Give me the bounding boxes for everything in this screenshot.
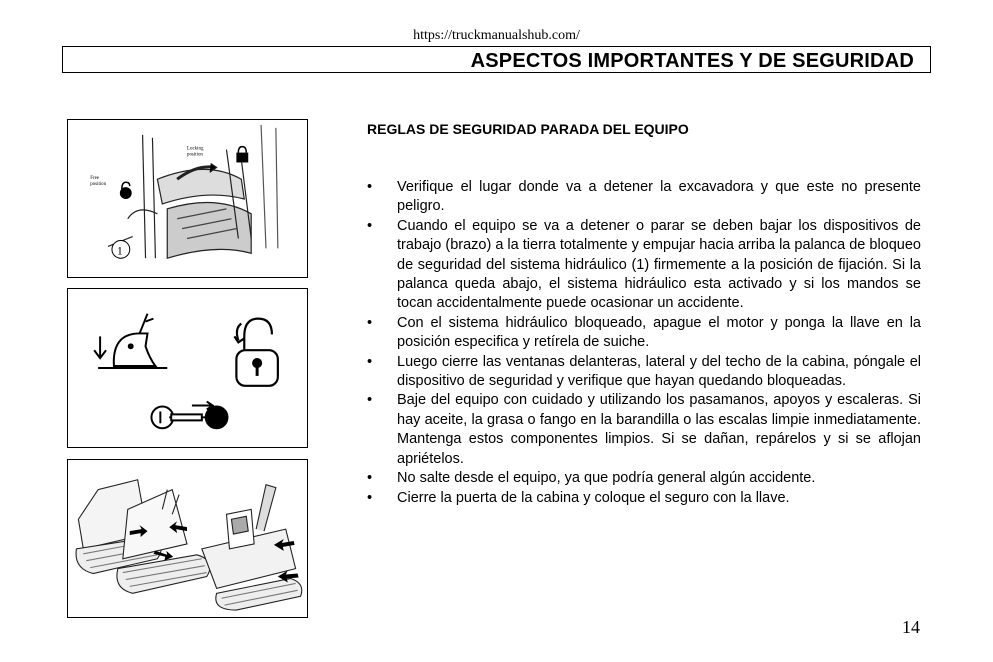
rule-item: • Luego cierre las ventanas delanteras, lateral y del techo de la cabina, póngale el dispositivo de seguridad y verifique que hayan quedando bloqueadas. [367,353,921,392]
rule-item: • Verifique el lugar donde va a detener la excavadora y que este no presente peligro. [367,178,921,217]
rule-item: • No salte desde el equipo, ya que podría general algún accidente. [367,469,921,488]
section-title: REGLAS DE SEGURIDAD PARADA DEL EQUIPO [367,121,689,137]
source-url: https://truckmanualshub.com/ [413,28,580,43]
rule-item: • Cuando el equipo se va a detener o parar se deben bajar los dispositivos de trabajo (brazo) a la tierra totalmente y empujar hacia arriba la palanca de bloqueo de seguridad del sistema hidráulico (1) firmemente a la posición de fijación. Si la palanca queda abajo, el sistema hidráulico esta activado y si los mandos se tocan accidentalmente puede ocasionar un accidente. [367,217,921,314]
label-locking: Locking [187,146,204,152]
label-free-position: position [90,182,107,188]
shutdown-steps-illustration [67,288,308,448]
rule-item: • Baje del equipo con cuidado y utilizando los pasamanos, apoyos y escaleras. Si hay aceite, la grasa o fango en la barandilla o las escalas limpie inmediatamente. Mantenga estos componentes limpios. Si se dañan, repárelos y si se aflojan apriételos. [367,391,921,469]
locked-padlock-icon [236,153,248,163]
callout-number: 1 [116,243,123,258]
unlocked-padlock-icon [234,319,277,386]
lock-lever-illustration [67,119,308,278]
rule-item: • Cierre la puerta de la cabina y coloque el seguro con la llave. [367,489,921,508]
exit-machine-illustration [67,459,308,618]
label-locking-position: position [187,152,203,158]
page-title-box [62,46,931,73]
page-number: 14 [902,617,920,637]
bucket-lowered-icon [94,314,167,368]
safety-rules-list [367,178,921,508]
key-removed-icon [151,402,227,429]
label-free: Free [90,176,99,182]
rule-item: • Con el sistema hidráulico bloqueado, apague el motor y ponga la llave en la posición especifica y retírela de suiche. [367,314,921,353]
page-title: ASPECTOS IMPORTANTES Y DE SEGURIDAD [470,50,914,72]
lock-lever-drawing [68,120,307,277]
